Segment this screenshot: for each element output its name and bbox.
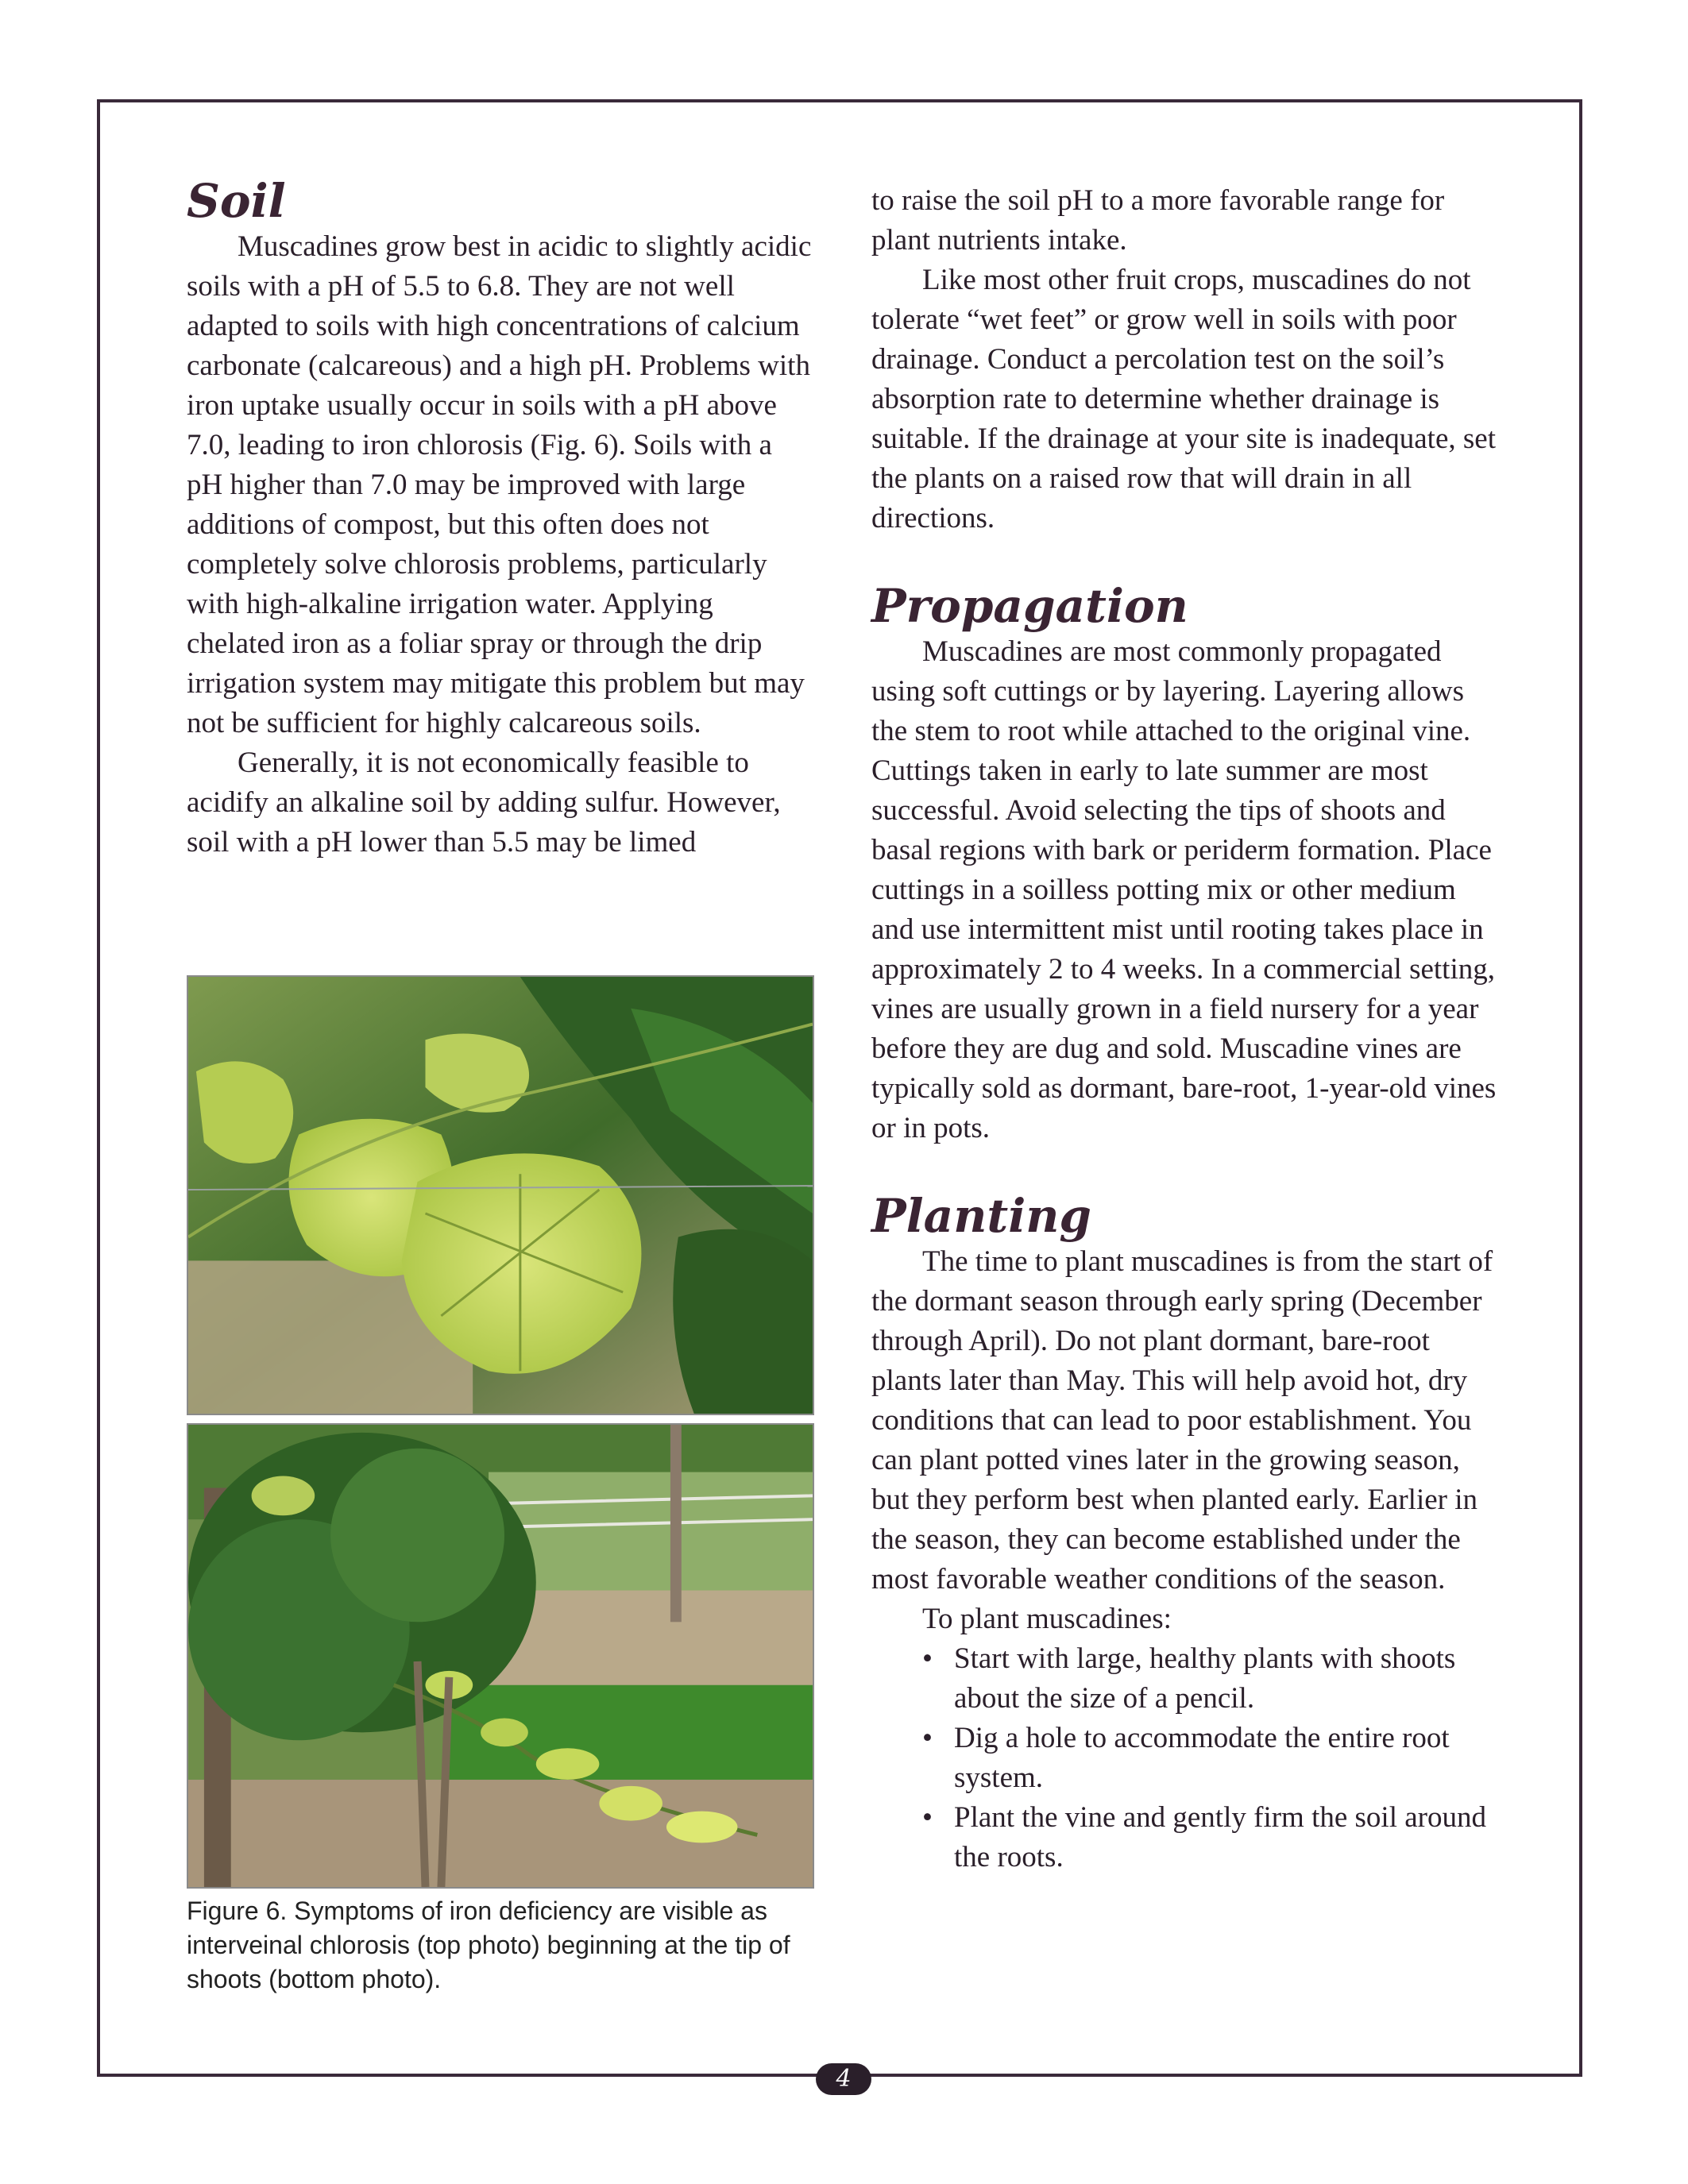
bullet-icon: •: [922, 1642, 933, 1675]
soil-heading: Soil: [187, 174, 286, 228]
chlorosis-leaf-photo: [187, 975, 814, 1415]
soil-paragraph-3: Like most other fruit crops, muscadines do not tolerate “wet feet” or grow well in soils with poor drainage. Conduct a percolation test on the soil’s absorption rate to determine whether drainage is suitable. If the drainage at your site is inadequate, set the plants on a raised row that will drain in all directions.: [871, 264, 1496, 534]
right-column: [871, 181, 1499, 1877]
spacer: [871, 1148, 1499, 1191]
list-item: • Plant the vine and gently firm the soil around the roots.: [954, 1798, 1499, 1877]
soil-paragraph-1: Muscadines grow best in acidic to slightly acidic soils with a pH of 5.5 to 6.8. They are not well adapted to soils with high concentrations of calcium carbonate (calcareous) and a high pH. Problems with iron uptake usually occur in soils with a pH above 7.0, leading to iron chlorosis (Fig. 6). Soils with a pH higher than 7.0 may be improved with large additions of compost, but this often does not completely solve chlorosis problems, particularly with high-alkaline irrigation water. Applying chelated iron as a foliar spray or through the drip irrigation system may mitigate this problem but may not be sufficient for highly calcareous soils.: [187, 230, 812, 739]
list-item: • Dig a hole to accommodate the entire root system.: [954, 1719, 1499, 1798]
vineyard-illustration: [188, 1425, 813, 1887]
bullet-icon: •: [922, 1721, 933, 1754]
left-column: [187, 176, 814, 862]
planting-paragraph-1: The time to plant muscadines is from the start of the dormant season through early spring (December through April). Do not plant dormant, bare-root plants later than May. This will help avoid hot, dry conditions that can lead to poor establishment. You can plant potted vines later in the growing season, but they perform best when planted early. Earlier in the season, they can become established under the most favorable weather conditions of the season.: [871, 1244, 1493, 1596]
list-item: • Start with large, healthy plants with shoots about the size of a pencil.: [954, 1639, 1499, 1719]
planting-heading: Planting: [871, 1188, 1091, 1243]
planting-paragraph-2: To plant muscadines:: [922, 1602, 1172, 1635]
soil-paragraph-2-continued: to raise the soil pH to a more favorable range for plant nutrients intake.: [871, 184, 1445, 257]
soil-paragraph-2: Generally, it is not economically feasible to acidify an alkaline soil by adding sulfur. However, soil with a pH lower than 5.5 may be limed: [187, 746, 781, 859]
figure-caption: Figure 6. Symptoms of iron deficiency are visible as interveinal chlorosis (top photo) beginning at the tip of shoots (bottom photo).: [187, 1897, 790, 1993]
propagation-paragraph: Muscadines are most commonly propagated using soft cuttings or by layering. Layering allows the stem to root while attached to the original vine. Cuttings taken in early to late summer are most successful. Avoid selecting the tips of shoots and basal regions with bark or periderm formation. Place cuttings in a soilless potting mix or other medium and use intermittent mist until rooting takes place in approximately 2 to 4 weeks. In a commercial setting, vines are usually grown in a field nursery for a year before they are dug and sold. Muscadine vines are typically sold as dormant, bare-root, 1-year-old vines or in pots.: [871, 635, 1497, 1144]
chlorosis-shoot-photo: [187, 1423, 814, 1889]
propagation-heading: Propagation: [871, 579, 1188, 633]
planting-steps-list: [871, 1639, 1499, 1877]
leaf-illustration: [188, 977, 813, 1414]
bullet-icon: •: [922, 1800, 933, 1834]
page-number: 4: [816, 2063, 871, 2095]
spacer: [871, 538, 1499, 581]
